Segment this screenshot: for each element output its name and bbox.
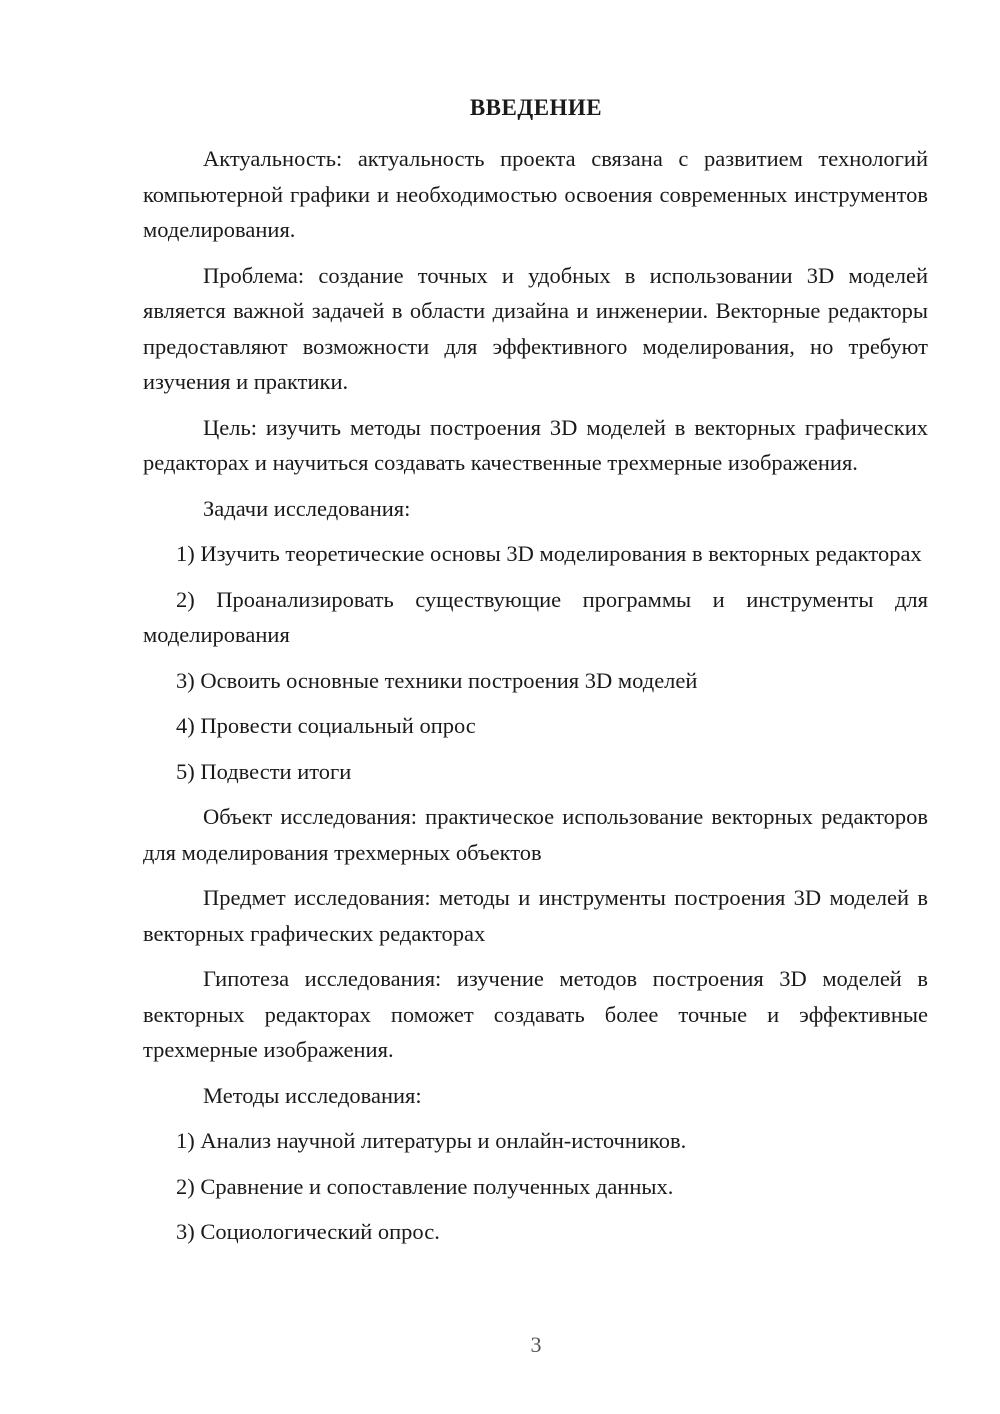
task-item: 3) Освоить основные техники построения 3D моделей — [176, 667, 698, 693]
method-item: 1) Анализ научной литературы и онлайн-источников. — [176, 1128, 687, 1153]
page-number: 3 — [530, 1332, 542, 1357]
hypothesis-paragraph: Гипотеза исследования: изучение методов построения 3D моделей в векторных редакторах поможет создавать более точные и эффективные трехмерные изображения. — [143, 966, 928, 1062]
problem-paragraph: Проблема: создание точных и удобных в использовании 3D моделей является важной задачей в области дизайна и инженерии. Векторные редакторы предоставляют возможности для эффективного моделирования, но требуют изучения и практики. — [143, 262, 928, 394]
tasks-heading: Задачи исследования: — [203, 495, 411, 521]
task-item: 4) Провести социальный опрос — [176, 713, 476, 738]
method-item: 3) Социологический опрос. — [176, 1219, 440, 1244]
task-item: 5) Подвести итоги — [176, 758, 352, 784]
document-body — [143, 141, 928, 1260]
subject-paragraph: Предмет исследования: методы и инструменты построения 3D моделей в векторных графических редакторах — [143, 885, 928, 946]
task-item: 2) Проанализировать существующие программы и инструменты для моделирования — [143, 586, 928, 647]
relevance-paragraph: Актуальность: актуальность проекта связана с развитием технологий компьютерной графики и необходимостью освоения современных инструментов моделирования. — [143, 146, 928, 242]
object-paragraph: Объект исследования: практическое использование векторных редакторов для моделирования трехмерных объектов — [143, 804, 928, 865]
task-item: 1) Изучить теоретические основы 3D моделирования в векторных редакторах — [176, 541, 922, 566]
methods-heading: Методы исследования: — [203, 1082, 422, 1108]
page-title: ВВЕДЕНИЕ — [469, 95, 603, 120]
goal-paragraph: Цель: изучить методы построения 3D моделей в векторных графических редакторах и научиться создавать качественные трехмерные изображения. — [143, 414, 928, 475]
method-item: 2) Сравнение и сопоставление полученных данных. — [176, 1173, 674, 1199]
